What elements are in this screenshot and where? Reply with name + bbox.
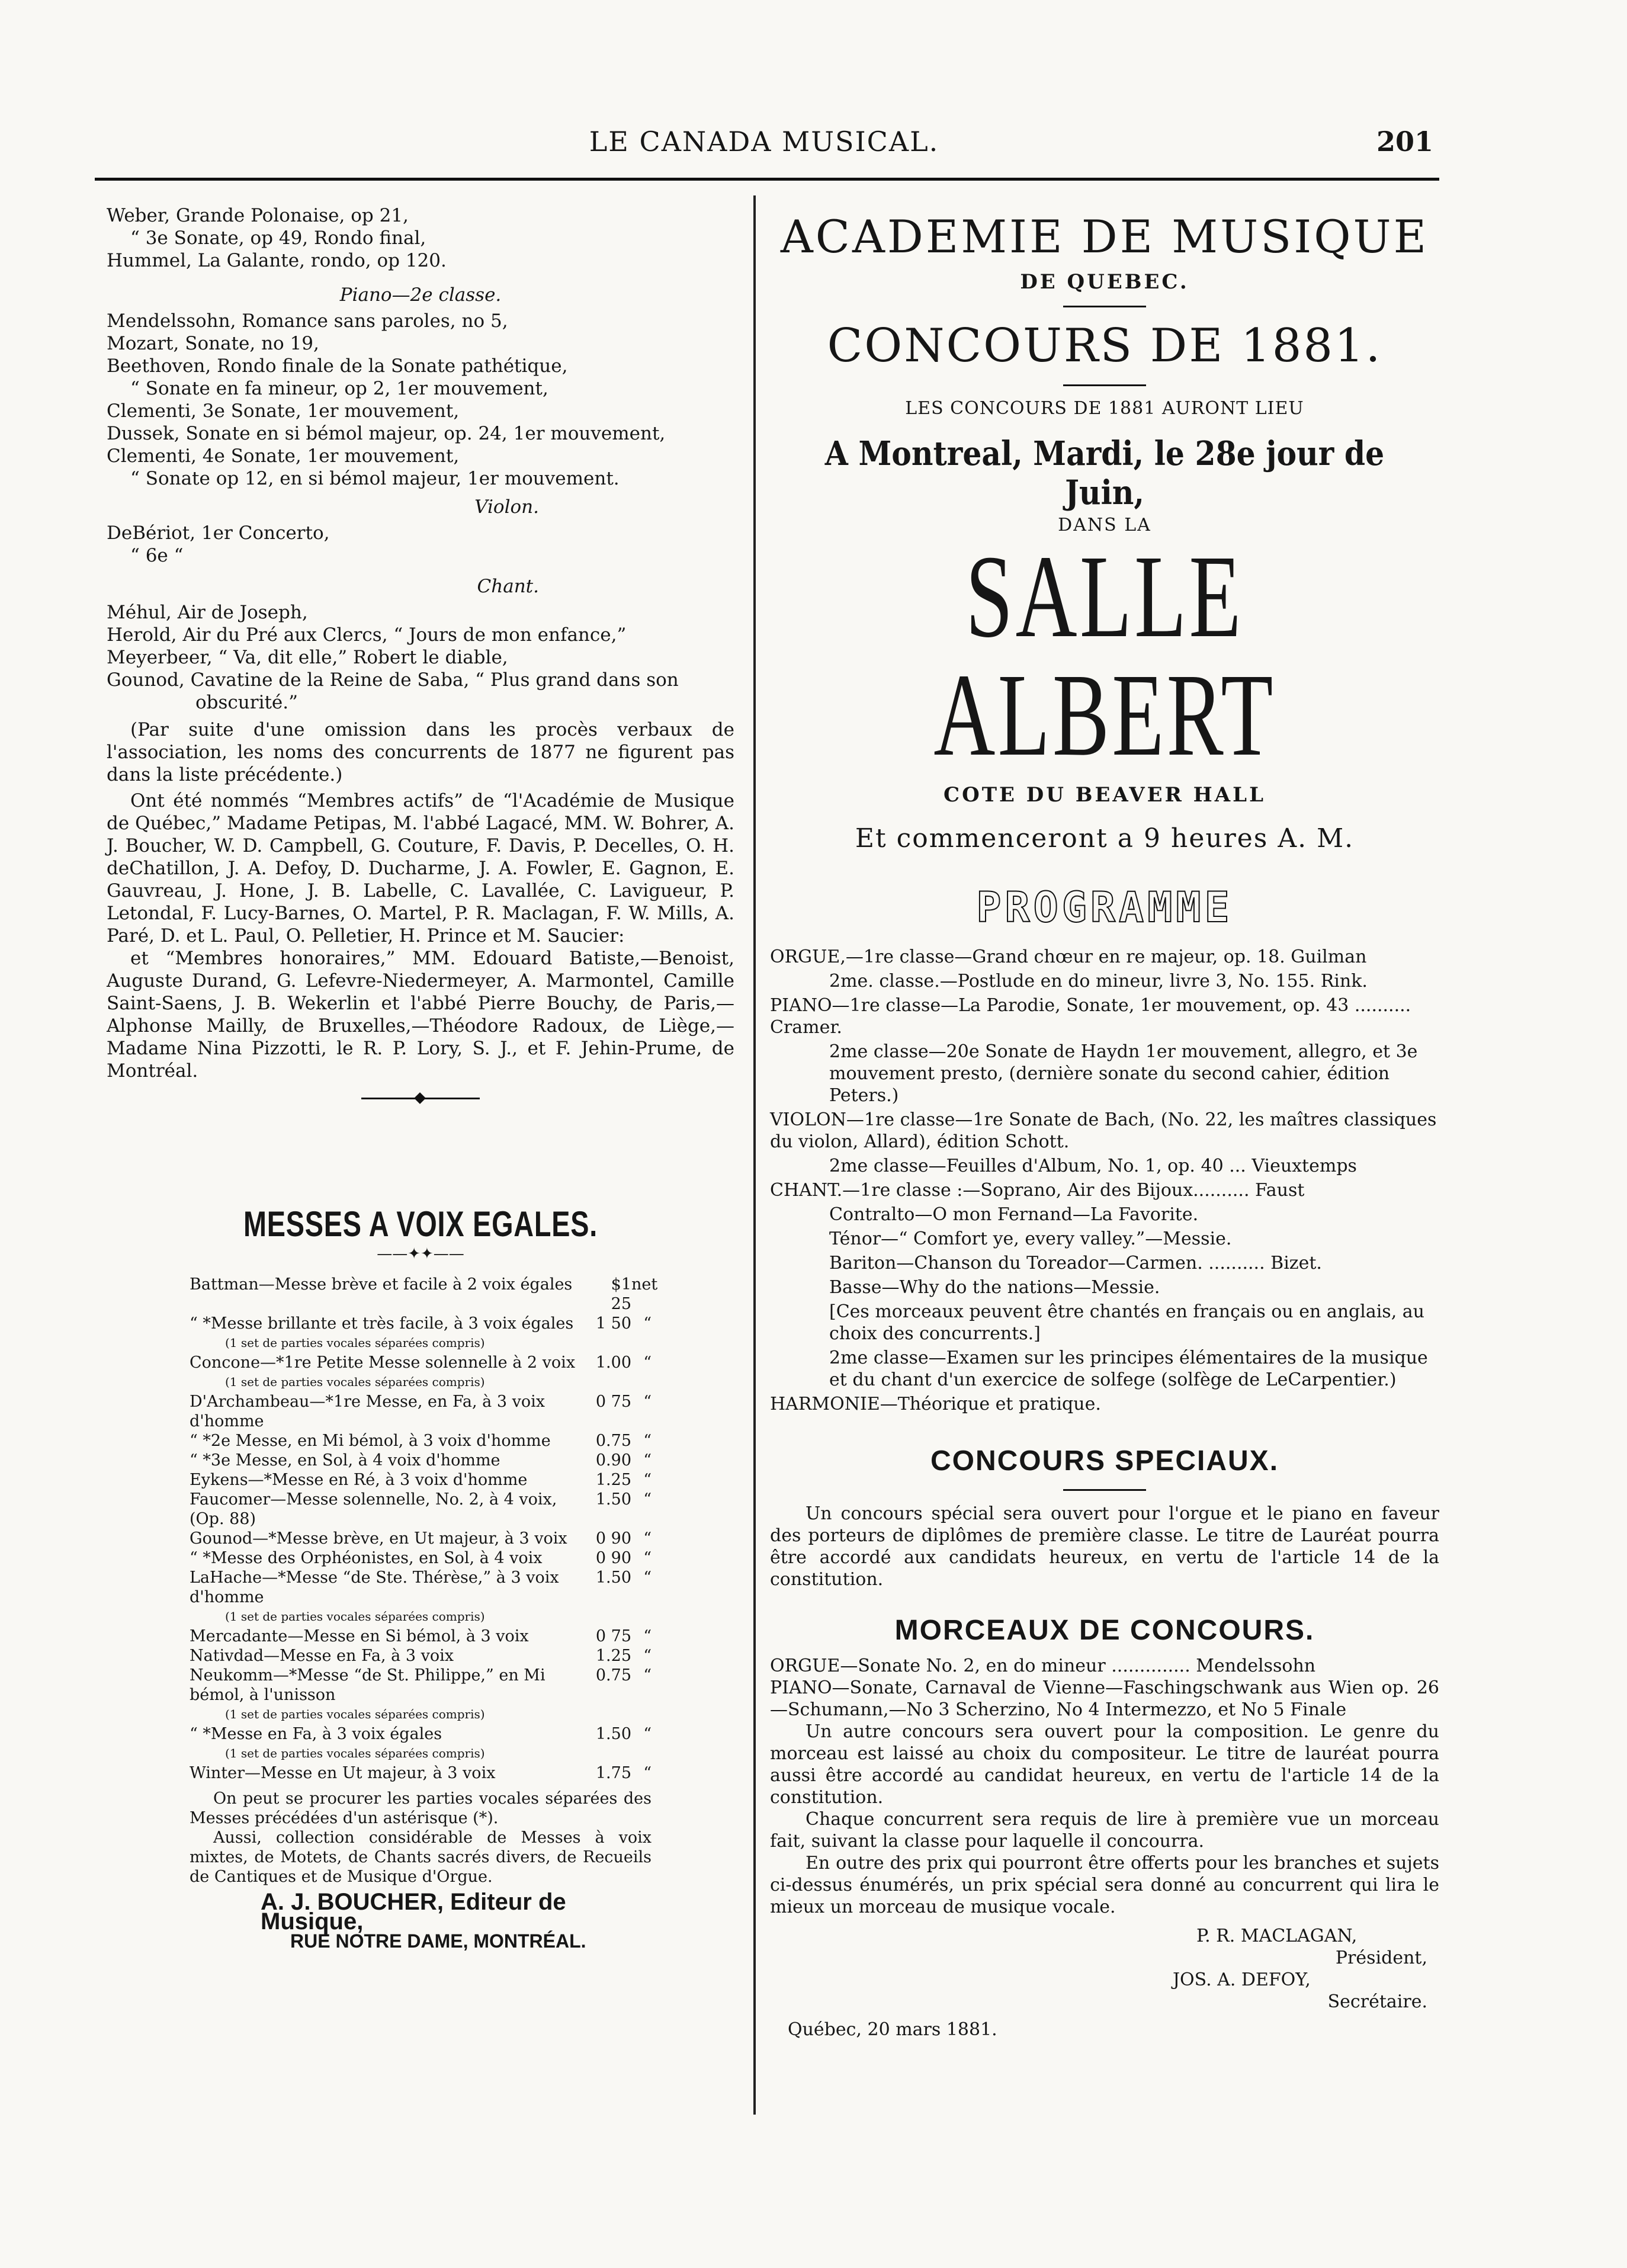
publisher-address: RUE NOTRE DAME, MONTRÉAL. bbox=[290, 1930, 586, 1952]
repertoire-line: Meyerbeer, “ Va, dit elle,” Robert le diable, bbox=[107, 647, 508, 668]
programme-list bbox=[770, 946, 1439, 1415]
repertoire-line: Clementi, 3e Sonate, 1er mouvement, bbox=[107, 400, 460, 422]
mass-unit: “ bbox=[643, 1529, 652, 1548]
mass-unit: “ bbox=[643, 1549, 652, 1567]
messes-title: MESSES A VOIX EGALES. bbox=[243, 1204, 598, 1244]
mass-title: Eykens—*Messe en Ré, à 3 voix d'homme bbox=[190, 1471, 528, 1489]
right-column bbox=[770, 204, 1439, 2041]
divider bbox=[1063, 384, 1146, 386]
repertoire-line: Méhul, Air de Joseph, bbox=[107, 602, 308, 623]
mass-price: 1.50 bbox=[595, 1725, 631, 1743]
dans-la-line: DANS LA bbox=[1058, 515, 1151, 535]
mass-note bbox=[190, 1744, 652, 1763]
speciaux-title: CONCOURS SPECIAUX. bbox=[930, 1445, 1279, 1477]
mass-title: D'Archambeau—*1re Messe, en Fa, à 3 voix d'homme bbox=[190, 1393, 545, 1430]
mass-row bbox=[190, 1470, 652, 1490]
mass-row bbox=[190, 1392, 652, 1431]
mass-unit: “ bbox=[643, 1393, 652, 1411]
running-title: LE CANADA MUSICAL. bbox=[589, 126, 939, 158]
ornament-separator bbox=[361, 1098, 480, 1099]
repertoire-line: “ 3e Sonate, op 49, Rondo final, bbox=[130, 227, 426, 249]
mass-unit: “ bbox=[643, 1647, 652, 1665]
mass-note bbox=[190, 1333, 652, 1353]
mass-unit: “ bbox=[643, 1314, 652, 1333]
mass-unit: “ bbox=[643, 1627, 652, 1645]
chant-heading: Chant. bbox=[477, 576, 539, 597]
mass-list bbox=[190, 1275, 658, 1783]
header-rule bbox=[95, 178, 1439, 181]
repertoire-line: “ Sonate op 12, en si bémol majeur, 1er mouvement. bbox=[130, 468, 620, 489]
start-time: Et commenceront a 9 heures A. M. bbox=[855, 823, 1355, 854]
mass-title: “ *Messe brillante et très facile, à 3 voix égales bbox=[190, 1314, 574, 1333]
mass-price: 1.25 bbox=[595, 1647, 631, 1665]
mass-price: 0 75 bbox=[595, 1627, 631, 1645]
mass-unit: “ bbox=[643, 1451, 652, 1470]
programme-item: ORGUE,—1re classe—Grand chœur en re majeur, op. 18. Guilman bbox=[770, 947, 1367, 967]
repertoire-line: “ Sonate en fa mineur, op 2, 1er mouvement, bbox=[130, 378, 548, 399]
repertoire-line: Mozart, Sonate, no 19, bbox=[107, 333, 319, 354]
mass-title: “ *Messe en Fa, à 3 voix égales bbox=[190, 1725, 442, 1743]
repertoire-line: Clementi, 4e Sonate, 1er mouvement, bbox=[107, 445, 460, 467]
mass-title: LaHache—*Messe “de Ste. Thérèse,” à 3 voix d'homme bbox=[190, 1568, 559, 1606]
mass-unit: “ bbox=[643, 1490, 652, 1509]
secretary-name: JOS. A. DEFOY, bbox=[1173, 1969, 1311, 1990]
mass-title: Battman—Messe brève et facile à 2 voix égales bbox=[190, 1275, 573, 1294]
prix-text: En outre des prix qui pourront être offerts pour les branches et sujets ci-dessus énumérés, un prix spécial sera donné au concurrent qui lira le mieux un morceau de musique vocale. bbox=[770, 1853, 1439, 1917]
mass-row bbox=[190, 1490, 652, 1529]
omission-paragraph: (Par suite d'une omission dans les procès verbaux de l'association, les noms des concurrents de 1877 ne figurent pas dans la liste précédente.) bbox=[107, 719, 734, 785]
messes-note: On peut se procurer les parties vocales séparées des Messes précédées d'un astérisque (*). bbox=[190, 1789, 652, 1827]
mass-row bbox=[190, 1275, 658, 1314]
mass-note-text: (1 set de parties vocales séparées compris) bbox=[225, 1336, 485, 1350]
mass-note bbox=[190, 1705, 652, 1724]
mass-title: Gounod—*Messe brève, en Ut majeur, à 3 voix bbox=[190, 1529, 567, 1548]
morceaux-title: MORCEAUX DE CONCOURS. bbox=[894, 1615, 1315, 1646]
repertoire-line: Mendelssohn, Romance sans paroles, no 5, bbox=[107, 310, 508, 332]
repertoire-line: DeBériot, 1er Concerto, bbox=[107, 522, 330, 544]
membres-actifs-paragraph: Ont été nommés “Membres actifs” de “l'Académie de Musique de Québec,” Madame Petipas, M. l'abbé Lagacé, MM. W. Bohrer, A. J. Boucher, W. D. Campbell, G. Couture, F. Davis, P. Decelles, O. H. deChatillon, J. A. Defoy, D. Ducharme, J. A. Fowler, E. Gagnon, E. Gauvreau, J. Hone, J. B. Labelle, C. Lavallée, C. Lavigueur, P. Letondal, F. Lucy-Barnes, O. Martel, P. R. Maclagan, F. W. Mills, A. Paré, D. et L. Paul, O. Pelletier, H. Prince et M. Saucier: bbox=[107, 790, 734, 947]
programme-item: 2me classe—Examen sur les principes élémentaires de la musique et du chant d'un exercice de solfege (solfège de LeCarpentier.) bbox=[829, 1348, 1428, 1390]
column-divider bbox=[753, 195, 756, 2115]
repertoire-line: obscurité.” bbox=[195, 692, 298, 713]
mass-row bbox=[190, 1763, 652, 1783]
violon-heading: Violon. bbox=[474, 496, 539, 518]
mass-unit: “ bbox=[643, 1666, 652, 1685]
messes-advertisement bbox=[190, 1204, 658, 1952]
repertoire-line: Weber, Grande Polonaise, op 21, bbox=[107, 205, 409, 226]
lecture-text: Chaque concurrent sera requis de lire à première vue un morceau fait, suivant la classe pour laquelle il concourra. bbox=[770, 1809, 1439, 1852]
mass-price: 1 50 bbox=[595, 1314, 631, 1333]
speciaux-text: Un concours spécial sera ouvert pour l'orgue et le piano en faveur des porteurs de diplômes de première classe. Le titre de Lauréat pourra être accordé aux candidats heureux, en vertu de l'article 14 de la constitution. bbox=[770, 1503, 1439, 1590]
mass-price: 0 90 bbox=[595, 1529, 631, 1548]
mass-price: 0 75 bbox=[595, 1393, 631, 1411]
programme-item: HARMONIE—Théorique et pratique. bbox=[770, 1394, 1101, 1414]
mass-note bbox=[190, 1372, 652, 1392]
mass-price: 1.75 bbox=[595, 1764, 631, 1782]
programme-item: 2me. classe.—Postlude en do mineur, livre 3, No. 155. Rink. bbox=[829, 971, 1368, 992]
repertoire-line: Gounod, Cavatine de la Reine de Saba, “ Plus grand dans son bbox=[107, 669, 679, 691]
mass-note bbox=[190, 1607, 652, 1627]
mass-price: $1 25 bbox=[611, 1275, 631, 1313]
mass-row bbox=[190, 1353, 652, 1372]
mass-title: Winter—Messe en Ut majeur, à 3 voix bbox=[190, 1764, 496, 1782]
mass-row bbox=[190, 1646, 652, 1666]
mass-row bbox=[190, 1548, 652, 1568]
divider bbox=[1063, 1489, 1146, 1491]
mass-price: 0.75 bbox=[595, 1432, 631, 1450]
mass-row bbox=[190, 1568, 652, 1607]
mass-price: 0.90 bbox=[595, 1451, 631, 1470]
mass-unit: “ bbox=[643, 1353, 652, 1372]
divider bbox=[1063, 306, 1146, 307]
mass-note-text: (1 set de parties vocales séparées compris) bbox=[225, 1746, 485, 1760]
repertoire-line: Dussek, Sonate en si bémol majeur, op. 24, 1er mouvement, bbox=[107, 423, 666, 444]
repertoire-line: Hummel, La Galante, rondo, op 120. bbox=[107, 250, 447, 271]
repertoire-line: Beethoven, Rondo finale de la Sonate pathétique, bbox=[107, 355, 568, 377]
mass-row bbox=[190, 1431, 652, 1451]
venue-address: COTE DU BEAVER HALL bbox=[944, 783, 1266, 807]
mass-row bbox=[190, 1529, 652, 1548]
mass-title: “ *3e Messe, en Sol, à 4 voix d'homme bbox=[190, 1451, 500, 1470]
mass-unit: “ bbox=[643, 1725, 652, 1743]
mass-title: Concone—*1re Petite Messe solennelle à 2 voix bbox=[190, 1353, 576, 1372]
mass-title: “ *Messe des Orphéonistes, en Sol, à 4 voix bbox=[190, 1549, 543, 1567]
mass-row bbox=[190, 1627, 652, 1646]
academie-subtitle: DE QUEBEC. bbox=[1020, 270, 1189, 294]
programme-item: Basse—Why do the nations—Messie. bbox=[829, 1277, 1160, 1298]
piano-2e-classe-heading: Piano—2e classe. bbox=[339, 284, 502, 306]
mass-title: Neukomm—*Messe “de St. Philippe,” en Mi bémol, à l'unisson bbox=[190, 1666, 545, 1704]
mass-price: 0.75 bbox=[595, 1666, 631, 1685]
mass-unit: “ bbox=[643, 1471, 652, 1489]
page-header bbox=[95, 126, 1433, 161]
mass-price: 1.00 bbox=[595, 1353, 631, 1372]
date-location-line: A Montreal, Mardi, le 28e jour de Juin, bbox=[824, 434, 1385, 512]
lieu-line: LES CONCOURS DE 1881 AURONT LIEU bbox=[905, 398, 1304, 419]
programme-item: Contralto—O mon Fernand—La Favorite. bbox=[829, 1204, 1199, 1225]
mass-note-text: (1 set de parties vocales séparées compris) bbox=[225, 1375, 485, 1389]
mass-row bbox=[190, 1451, 652, 1470]
mass-note-text: (1 set de parties vocales séparées compris) bbox=[225, 1609, 485, 1624]
mass-title: Nativdad—Messe en Fa, à 3 voix bbox=[190, 1647, 454, 1665]
programme-item: Ténor—“ Comfort ye, every valley.”—Messie. bbox=[829, 1228, 1232, 1249]
academie-title: ACADEMIE DE MUSIQUE bbox=[780, 210, 1429, 263]
left-column bbox=[107, 204, 734, 1117]
programme-item: [Ces morceaux peuvent être chantés en français ou en anglais, au choix des concurrents.] bbox=[829, 1301, 1424, 1344]
mass-unit: “ bbox=[643, 1568, 652, 1587]
mass-price: 0 90 bbox=[595, 1549, 631, 1567]
mass-unit: net bbox=[631, 1275, 658, 1294]
membres-honoraires-paragraph: et “Membres honoraires,” MM. Edouard Batiste,—Benoist, Auguste Durand, G. Lefevre-Niedermeyer, A. Marmontel, Camille Saint-Saens, J. B. Wekerlin et l'abbé Pierre Bouchy, de Paris,—Alphonse Mailly, de Bruxelles,—Théodore Radoux, de Liège,—Madame Nina Pizzotti, le R. P. Lory, S. J., et F. Jehin-Prume, de Montréal. bbox=[107, 948, 734, 1082]
programme-item: PIANO—1re classe—La Parodie, Sonate, 1er mouvement, op. 43 .......... Cramer. bbox=[770, 995, 1411, 1038]
mass-title: Faucomer—Messe solennelle, No. 2, à 4 voix, (Op. 88) bbox=[190, 1490, 557, 1528]
page-number: 201 bbox=[1376, 126, 1433, 158]
morceaux-piano: PIANO—Sonate, Carnaval de Vienne—Faschingschwank aus Wien op. 26—Schumann,—No 3 Scherzino, No 4 Intermezzo, et No 5 Finale bbox=[770, 1677, 1439, 1720]
mass-price: 1.50 bbox=[595, 1490, 631, 1509]
repertoire-line: Herold, Air du Pré aux Clercs, “ Jours de mon enfance,” bbox=[107, 624, 627, 646]
mass-row bbox=[190, 1724, 652, 1744]
mass-row bbox=[190, 1314, 652, 1333]
programme-item: VIOLON—1re classe—1re Sonate de Bach, (No. 22, les maîtres classiques du violon, Allard), édition Schott. bbox=[770, 1109, 1437, 1152]
programme-item: CHANT.—1re classe :—Soprano, Air des Bijoux.......... Faust bbox=[770, 1180, 1305, 1201]
concours-title: CONCOURS DE 1881. bbox=[827, 319, 1382, 373]
programme-item: Bariton—Chanson du Toreador—Carmen. .......... Bizet. bbox=[829, 1253, 1322, 1273]
programme-item: 2me classe—Feuilles d'Album, No. 1, op. 40 ... Vieuxtemps bbox=[829, 1156, 1357, 1176]
programme-item: 2me classe—20e Sonate de Haydn 1er mouvement, allegro, et 3e mouvement presto, (dernière sonate du second cahier, édition Peters.) bbox=[829, 1041, 1418, 1106]
mass-unit: “ bbox=[643, 1432, 652, 1450]
ornament-icon: ——✦✦—— bbox=[377, 1245, 464, 1263]
mass-price: 1.25 bbox=[595, 1471, 631, 1489]
signature-block bbox=[770, 1925, 1439, 2041]
mass-unit: “ bbox=[643, 1764, 652, 1782]
president-name: P. R. MACLAGAN, bbox=[1196, 1926, 1358, 1946]
mass-title: “ *2e Messe, en Mi bémol, à 3 voix d'homme bbox=[190, 1432, 551, 1450]
publisher-name: A. J. BOUCHER, Editeur de Musique, bbox=[261, 1889, 566, 1935]
repertoire-line: “ 6e “ bbox=[130, 545, 184, 566]
mass-note-text: (1 set de parties vocales séparées compris) bbox=[225, 1707, 485, 1721]
mass-price: 1.50 bbox=[595, 1568, 631, 1587]
secretary-title: Secrétaire. bbox=[1327, 1991, 1427, 2012]
mass-row bbox=[190, 1666, 652, 1705]
president-title: Président, bbox=[1335, 1948, 1427, 1968]
mass-title: Mercadante—Messe en Si bémol, à 3 voix bbox=[190, 1627, 529, 1645]
venue-name: SALLE ALBERT bbox=[933, 531, 1276, 781]
morceaux-orgue: ORGUE—Sonate No. 2, en do mineur .............. Mendelssohn bbox=[770, 1656, 1316, 1676]
composition-text: Un autre concours sera ouvert pour la composition. Le genre du morceau est laissé au choix du compositeur. Le titre de lauréat pourra aussi être accordé au candidat heureux, en vertu de l'article 14 de la constitution. bbox=[770, 1721, 1439, 1808]
programme-title: PROGRAMME bbox=[976, 883, 1233, 932]
dateline: Québec, 20 mars 1881. bbox=[788, 2019, 997, 2040]
messes-note: Aussi, collection considérable de Messes à voix mixtes, de Motets, de Chants sacrés divers, de Recueils de Cantiques et de Musique d'Orgue. bbox=[190, 1828, 652, 1886]
